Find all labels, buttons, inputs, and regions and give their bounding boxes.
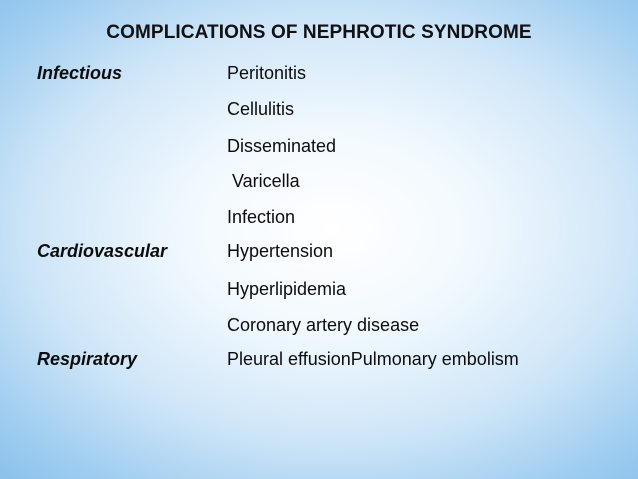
category-cardiovascular: Cardiovascular [37, 241, 168, 261]
category-respiratory: Respiratory [37, 349, 138, 369]
item-peritonitis: Peritonitis [227, 63, 307, 83]
item-cellulitis: Cellulitis [227, 99, 295, 119]
slide-title: COMPLICATIONS OF NEPHROTIC SYNDROME [106, 22, 532, 43]
item-disseminated: Disseminated [227, 136, 337, 156]
item-pleural-effusion-pulmonary-embolism: Pleural effusionPulmonary embolism [227, 349, 519, 369]
item-infection: Infection [227, 207, 296, 227]
item-varicella: Varicella [227, 171, 300, 191]
item-hypertension: Hypertension [227, 241, 334, 261]
item-coronary-artery-disease: Coronary artery disease [227, 315, 420, 335]
item-hyperlipidemia: Hyperlipidemia [227, 279, 347, 299]
category-infectious: Infectious [37, 63, 123, 83]
